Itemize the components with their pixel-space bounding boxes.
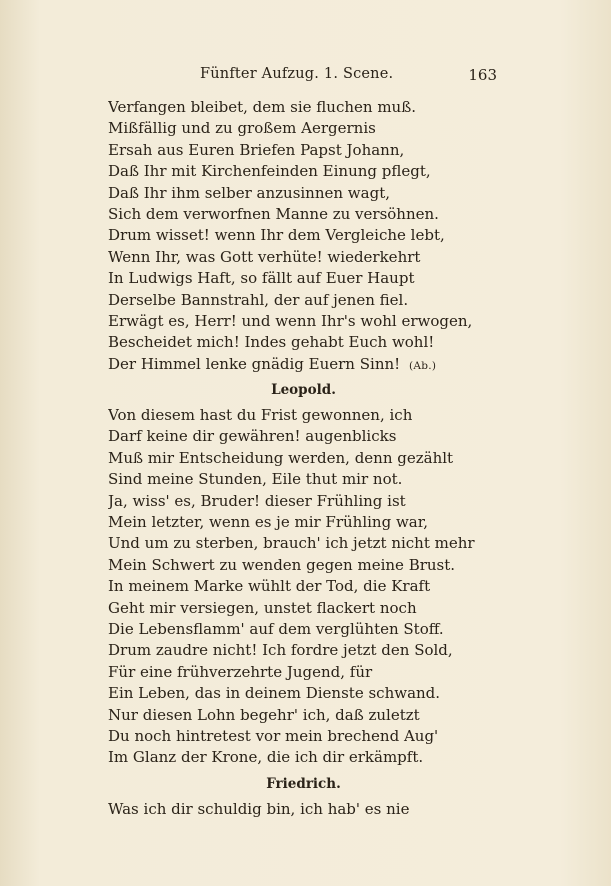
- verse-block-2: [108, 405, 503, 769]
- verse-block-3: [108, 799, 503, 820]
- verse-line: Derselbe Bannstrahl, der auf jenen fiel.: [108, 290, 409, 309]
- verse-line: Nur diesen Lohn begehr' ich, daß zuletzt: [108, 705, 420, 724]
- verse-line: Muß mir Entscheidung werden, denn gezählt: [108, 448, 454, 467]
- stage-direction: (Ab.): [408, 359, 437, 372]
- verse-line: Drum zaudre nicht! Ich fordre jetzt den Sold,: [108, 641, 453, 660]
- speaker-heading-leopold: Leopold.: [271, 382, 336, 399]
- verse-block-1: [108, 97, 503, 375]
- verse-line: Sind meine Stunden, Eile thut mir not.: [108, 470, 403, 489]
- verse-line: Sich dem verworfnen Manne zu versöhnen.: [108, 204, 439, 223]
- verse-line: Drum wisset! wenn Ihr dem Vergleiche lebt,: [108, 226, 445, 245]
- page-number: 163: [468, 66, 497, 84]
- verse-line: Ein Leben, das in deinem Dienste schwand.: [108, 684, 441, 703]
- verse-line: Im Glanz der Krone, die ich dir erkämpft.: [108, 748, 424, 767]
- page-body: [108, 97, 503, 820]
- verse-line: Verfangen bleibet, dem sie fluchen muß.: [108, 98, 416, 116]
- verse-line: In meinem Marke wühlt der Tod, die Kraft: [108, 577, 431, 596]
- verse-line: Ja, wiss' es, Bruder! dieser Frühling ist: [108, 491, 406, 510]
- verse-line: Für eine frühverzehrte Jugend, für: [108, 662, 373, 681]
- verse-line: Ersah aus Euren Briefen Papst Johann,: [108, 140, 405, 159]
- verse-line: Daß Ihr ihm selber anzusinnen wagt,: [108, 183, 390, 202]
- verse-line-with-stage-direction: [108, 354, 503, 375]
- verse-line: Von diesem hast du Frist gewonnen, ich: [108, 406, 413, 425]
- verse-line: Daß Ihr mit Kirchenfeinden Einung pflegt,: [108, 162, 431, 181]
- verse-line: Mißfällig und zu großem Aergernis: [108, 119, 376, 138]
- verse-line: In Ludwigs Haft, so fällt auf Euer Haupt: [108, 269, 415, 288]
- verse-line: Erwägt es, Herr! und wenn Ihr's wohl erwogen,: [108, 311, 473, 330]
- page-header: [108, 66, 497, 86]
- verse-line: Wenn Ihr, was Gott verhüte! wiederkehrt: [108, 247, 421, 266]
- verse-line: Darf keine dir gewähren! augenblicks: [108, 427, 397, 446]
- verse-line: Die Lebensflamm' auf dem verglühten Stoff.: [108, 619, 444, 638]
- verse-line: Du noch hintretest vor mein brechend Aug': [108, 726, 439, 745]
- verse-line: Mein Schwert zu wenden gegen meine Brust.: [108, 555, 456, 574]
- verse-line: Mein letzter, wenn es je mir Frühling war,: [108, 513, 429, 532]
- verse-line: Was ich dir schuldig bin, ich hab' es nie: [108, 799, 410, 818]
- speaker-heading-friedrich: Friedrich.: [266, 775, 341, 792]
- verse-line: Geht mir versiegen, unstet flackert noch: [108, 598, 417, 617]
- running-head: Fünfter Aufzug. 1. Scene.: [200, 66, 394, 82]
- verse-line: Bescheidet mich! Indes gehabt Euch wohl!: [108, 333, 435, 352]
- verse-line: Und um zu sterben, brauch' ich jetzt nicht mehr: [108, 534, 475, 553]
- verse-text: Der Himmel lenke gnädig Euern Sinn!: [108, 354, 401, 373]
